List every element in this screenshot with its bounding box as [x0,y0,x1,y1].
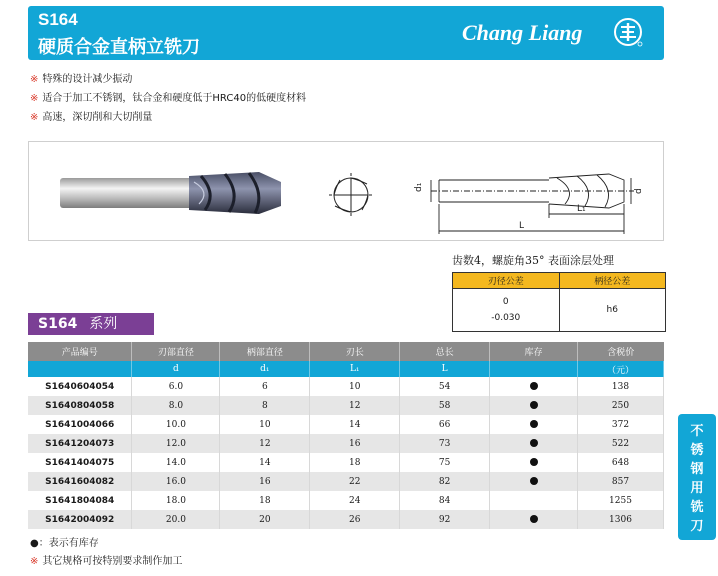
table-header-row [28,342,664,361]
stock-cell [490,453,578,472]
product-drawing-panel [28,141,664,241]
product-code-cell: S1642004092 [28,510,132,529]
table-cell: 75 [400,453,490,472]
dimension-drawing [431,174,634,234]
header-banner [28,6,664,60]
table-row [28,453,664,472]
product-code-cell: S1641604082 [28,472,132,491]
table-cell: 1306 [578,510,664,529]
column-header: 柄部直径 [220,342,310,361]
table-cell: 18 [220,491,310,510]
in-stock-dot [530,515,538,523]
dim-d-label: d [634,188,644,194]
table-cell: 12 [220,434,310,453]
in-stock-dot [530,382,538,390]
feature-item: ※ 适合于加工不锈钢，钛合金和硬度低于HRC40的低硬度材料 [30,93,307,104]
table-row [28,415,664,434]
table-cell: 18 [310,453,400,472]
product-name: 硬质合金直柄立铣刀 [38,37,200,58]
product-code-cell: S1641404075 [28,453,132,472]
in-stock-dot [530,420,538,428]
column-header: 刃长 [310,342,400,361]
table-cell: 522 [578,434,664,453]
stock-cell [490,377,578,396]
dim-l1-label: L₁ [577,204,586,214]
spec-description: 齿数4，螺旋角35° 表面涂层处理 [452,254,614,267]
table-cell: 372 [578,415,664,434]
table-row [28,377,664,396]
table-cell: 14 [220,453,310,472]
in-stock-dot [530,439,538,447]
table-cell: 14 [310,415,400,434]
table-cell: 250 [578,396,664,415]
category-side-tab[interactable]: 不 锈 钢 用 铣 刀 [678,414,716,540]
table-cell: 82 [400,472,490,491]
custom-note: ※ 其它规格可按特别要求制作加工 [30,556,183,567]
feature-item: ※ 特殊的设计减少振动 [30,74,133,85]
table-cell: 92 [400,510,490,529]
table-cell: 20.0 [132,510,220,529]
table-cell: 6.0 [132,377,220,396]
in-stock-dot [530,458,538,466]
table-cell: 16 [220,472,310,491]
blade-tolerance-upper: 0 [502,297,509,307]
end-mill-illustration [29,142,663,240]
table-cell: 24 [310,491,400,510]
table-cell: 84 [400,491,490,510]
table-cell: 138 [578,377,664,396]
table-cell: 648 [578,453,664,472]
table-cell: 20 [220,510,310,529]
column-header: 含税价 [578,342,664,361]
in-stock-dot [530,477,538,485]
feature-item: ※ 高速，深切削和大切削量 [30,112,153,123]
table-cell: 857 [578,472,664,491]
table-cell: 8 [220,396,310,415]
table-row [28,434,664,453]
table-cell: 58 [400,396,490,415]
table-cell: 73 [400,434,490,453]
column-header: 总长 [400,342,490,361]
shank-tolerance: h6 [559,289,666,332]
blade-tolerance-cell [453,289,560,332]
table-cell: 1255 [578,491,664,510]
stock-cell [490,510,578,529]
in-stock-dot [530,401,538,409]
column-header: 刃部直径 [132,342,220,361]
product-model: S164 [38,10,78,29]
stock-cell [490,396,578,415]
table-cell: 16.0 [132,472,220,491]
product-code-cell: S1641804084 [28,491,132,510]
end-mill-photo [60,172,281,214]
product-table [28,342,664,529]
product-code-cell: S1640804058 [28,396,132,415]
table-row [28,472,664,491]
table-row [28,396,664,415]
stock-cell [490,491,578,510]
feature-list [30,70,306,127]
table-cell: 26 [310,510,400,529]
table-cell: 12.0 [132,434,220,453]
column-header: 产品编号 [28,342,132,361]
product-code-cell: S1640604054 [28,377,132,396]
table-cell: 54 [400,377,490,396]
table-cell: 18.0 [132,491,220,510]
brand-name: Chang Liang [462,20,583,45]
tolerance-header: 柄径公差 [559,273,666,289]
table-cell: 10.0 [132,415,220,434]
dim-d1-label: d₁ [414,182,424,192]
tolerance-header: 刃径公差 [453,273,560,289]
product-code-cell: S1641004066 [28,415,132,434]
table-row [28,510,664,529]
brand-logo-icon [613,17,643,47]
table-cell: 6 [220,377,310,396]
product-code-cell: S1641204073 [28,434,132,453]
table-row [28,491,664,510]
stock-cell [490,472,578,491]
table-cell: 14.0 [132,453,220,472]
series-label: S164 系列 [28,313,154,335]
tolerance-table [452,272,666,332]
table-cell: 8.0 [132,396,220,415]
table-cell: 16 [310,434,400,453]
stock-cell [490,434,578,453]
stock-legend: ●：表示有库存 [30,538,99,549]
table-cell: 10 [220,415,310,434]
table-cell: 10 [310,377,400,396]
end-view-drawing [329,173,373,217]
blade-tolerance-lower: -0.030 [491,313,521,323]
table-cell: 12 [310,396,400,415]
table-cell: 22 [310,472,400,491]
column-header: 库存 [490,342,578,361]
dim-l-label: L [519,221,525,231]
table-unit-row: d d₁ L₁ L （元） [28,361,664,377]
table-cell: 66 [400,415,490,434]
stock-cell [490,415,578,434]
